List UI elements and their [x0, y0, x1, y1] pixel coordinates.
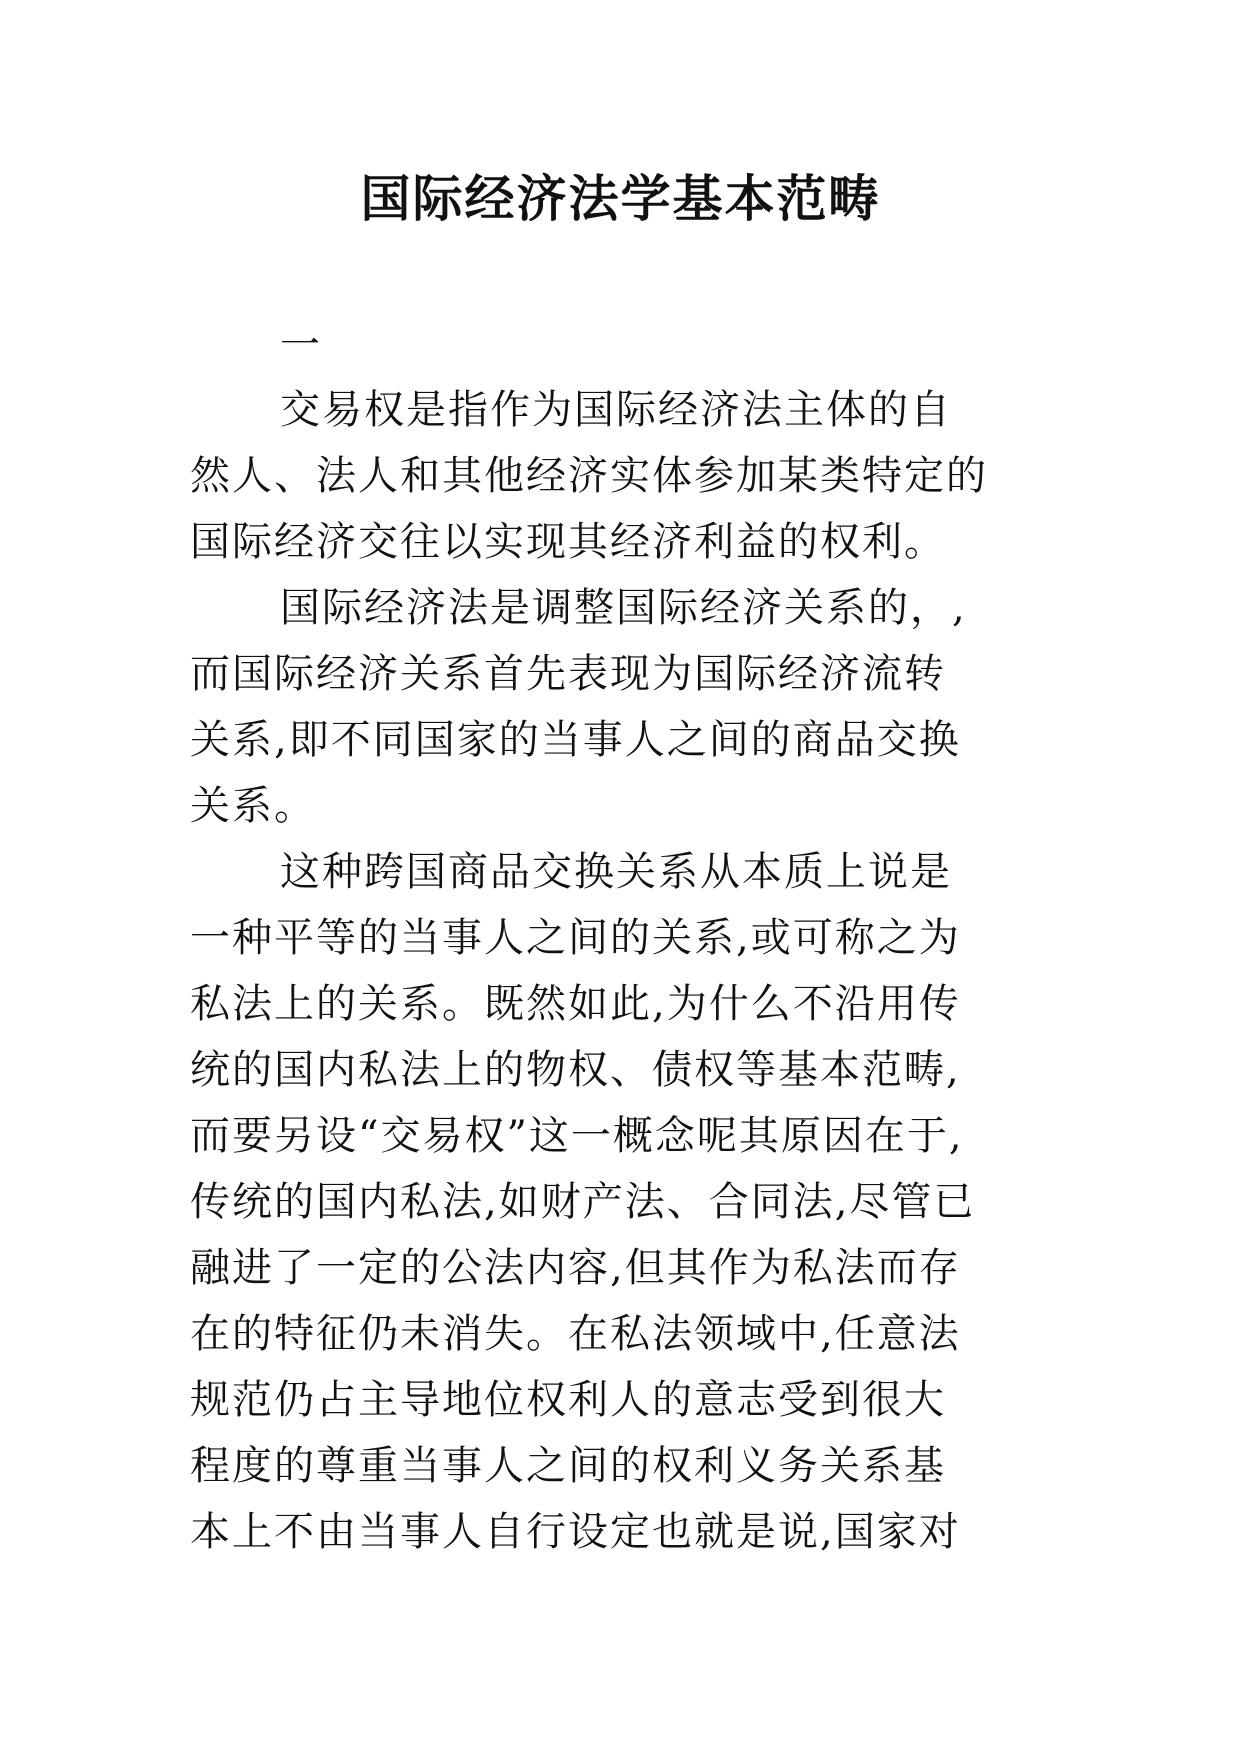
text-line: 而要另设“交易权”这一概念呢其原因在于, [190, 1113, 964, 1159]
text-line: 而国际经济关系首先表现为国际经济流转 [190, 651, 946, 697]
text-line: 一种平等的当事人之间的关系,或可称之为 [190, 915, 961, 961]
paragraph [190, 575, 1060, 839]
text-line: 国际经济法是调整国际经济关系的，, [280, 585, 967, 631]
document-body [190, 377, 1060, 1565]
text-line: 程度的尊重当事人之间的权利义务关系基 [190, 1443, 946, 1489]
text-line: 关系,即不同国家的当事人之间的商品交换 [190, 717, 961, 763]
paragraph [190, 839, 1060, 1565]
section-number: 一 [280, 322, 320, 368]
text-line: 私法上的关系。既然如此,为什么不沿用传 [190, 981, 961, 1027]
paragraph [190, 377, 1060, 575]
text-line: 国际经济交往以实现其经济利益的权利。 [190, 519, 946, 565]
text-line: 本上不由当事人自行设定也就是说,国家对 [190, 1509, 961, 1555]
text-line: 规范仍占主导地位权利人的意志受到很大 [190, 1377, 946, 1423]
text-line: 这种跨国商品交换关系从本质上说是 [280, 849, 952, 895]
text-line: 传统的国内私法,如财产法、合同法,尽管已 [190, 1179, 976, 1225]
text-line: 然人、法人和其他经济实体参加某类特定的 [190, 453, 988, 499]
text-line: 关系。 [190, 783, 316, 829]
text-line: 在的特征仍未消失。在私法领域中,任意法 [190, 1311, 961, 1357]
text-line: 统的国内私法上的物权、债权等基本范畴, [190, 1047, 961, 1093]
text-line: 融进了一定的公法内容,但其作为私法而存 [190, 1245, 961, 1291]
text-line: 交易权是指作为国际经济法主体的自 [280, 387, 952, 433]
document-title: 国际经济法学基本范畴 [360, 170, 881, 228]
